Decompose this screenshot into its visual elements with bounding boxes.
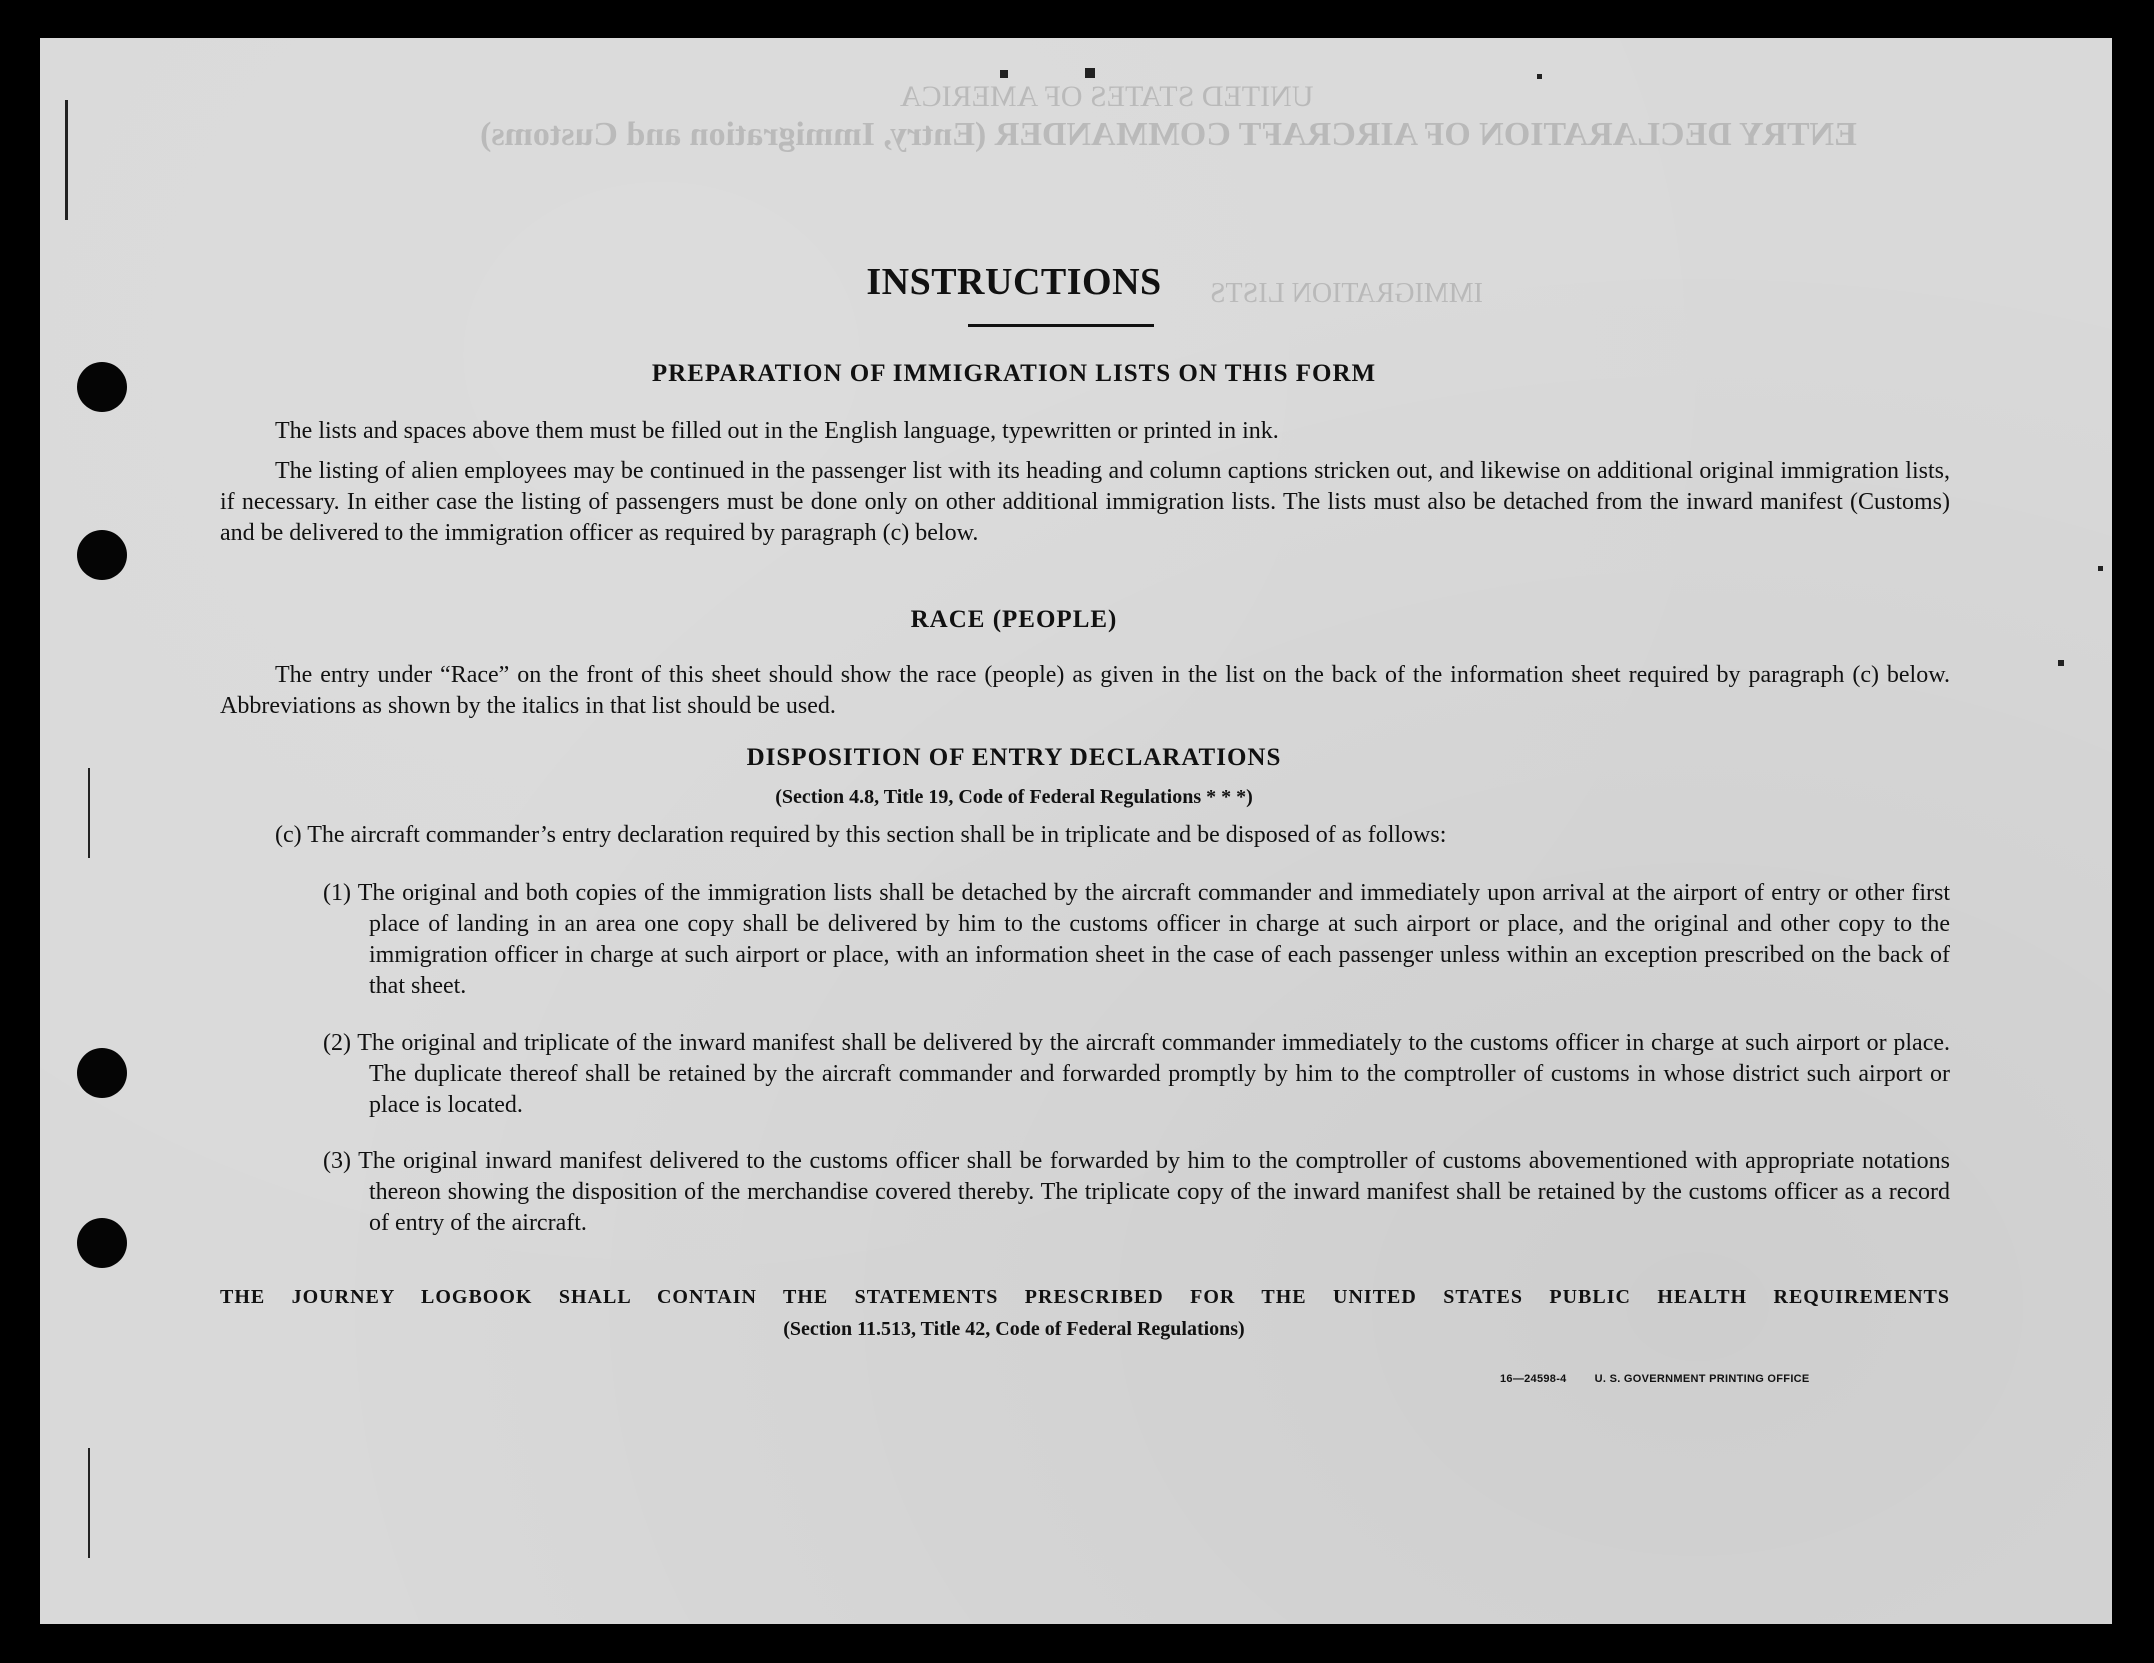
scan-mark [88, 1448, 90, 1558]
title-underline [968, 324, 1154, 327]
bleed-through: UNITED STATES OF AMERICA [900, 80, 1314, 113]
paragraph-race-entry: The entry under “Race” on the front of this sheet should show the race (people) as given in the list on the back of the information sheet required by paragraph (c) below. Abbreviations as shown by the italics in that list should be used. [220, 662, 1950, 719]
scan-mark [2058, 660, 2064, 666]
scan-mark [1537, 74, 1542, 79]
list-item: (3) The original inward manifest delivered to the customs officer shall be forwarded by him to the comptroller of customs abovementioned with appropriate notations thereon showing the disposition of the merchandise covered thereby. The triplicate copy of the inward manifest shall be retained by the customs officer as a record of entry of the aircraft. [323, 1148, 1950, 1236]
bleed-through: IMMIGRATION LISTS [1210, 278, 1483, 309]
punch-hole [77, 1218, 127, 1268]
punch-hole [77, 530, 127, 580]
disposition-citation: (Section 4.8, Title 19, Code of Federal Regulations * * *) [775, 786, 1253, 808]
section-heading-preparation: PREPARATION OF IMMIGRATION LISTS ON THIS FORM [651, 360, 1377, 387]
scan-mark [1000, 70, 1008, 78]
scan-mark [1085, 68, 1095, 78]
document-sheet [40, 38, 2112, 1624]
paragraph-alien-employees: The listing of alien employees may be continued in the passenger list with its heading and column captions stricken out, and likewise on additional original immigration lists, if necessary. In either case the listing of passengers must be done only on other additional immigration lists. The lists must also be detached from the inward manifest (Customs) and be delivered to the immigration officer as required by paragraph (c) below. [220, 458, 1950, 546]
scan-mark [88, 768, 90, 858]
list-item: (2) The original and triplicate of the inward manifest shall be delivered by the aircraft commander immediately to the customs officer in charge at such airport or place. The duplicate thereof shall be retained by the aircraft commander and forwarded promptly by him to the comptroller of customs in whose district such airport or place is located. [323, 1030, 1950, 1118]
section-heading-race: RACE (PEOPLE) [910, 606, 1118, 633]
section-heading-disposition: DISPOSITION OF ENTRY DECLARATIONS [746, 744, 1282, 771]
clause-c: (c) The aircraft commander’s entry declaration required by this section shall be in triplicate and be disposed of as follows: [275, 822, 1447, 848]
scan-mark [65, 100, 68, 220]
page-title: INSTRUCTIONS [866, 261, 1162, 303]
public-health-statement: THE JOURNEY LOGBOOK SHALL CONTAIN THE STATEMENTS PRESCRIBED FOR THE UNITED STATES PUBLIC HEALTH REQUIREMENTS [220, 1286, 1950, 1308]
list-item: (1) The original and both copies of the immigration lists shall be detached by the aircraft commander and immediately upon arrival at the airport of entry or other first place of landing in an area one copy shall be delivered by him to the customs officer in charge at such airport or place, and the original and other copy to the immigration officer in charge at such airport or place, with an information sheet in the case of each passenger unless within an exception prescribed on the back of that sheet. [323, 880, 1950, 999]
printer-name: U. S. GOVERNMENT PRINTING OFFICE [1594, 1373, 1810, 1385]
scan-mark [2098, 566, 2103, 571]
bleed-through: ENTRY DECLARATION OF AIRCRAFT COMMANDER (Entry, Immigration and Customs) [480, 116, 1857, 153]
punch-hole [77, 1048, 127, 1098]
printing-office-imprint [1500, 1373, 1810, 1385]
public-health-citation: (Section 11.513, Title 42, Code of Federal Regulations) [783, 1318, 1245, 1340]
print-number: 16—24598-4 [1500, 1373, 1567, 1385]
paragraph-lists-language: The lists and spaces above them must be filled out in the English language, typewritten or printed in ink. [275, 418, 1279, 444]
